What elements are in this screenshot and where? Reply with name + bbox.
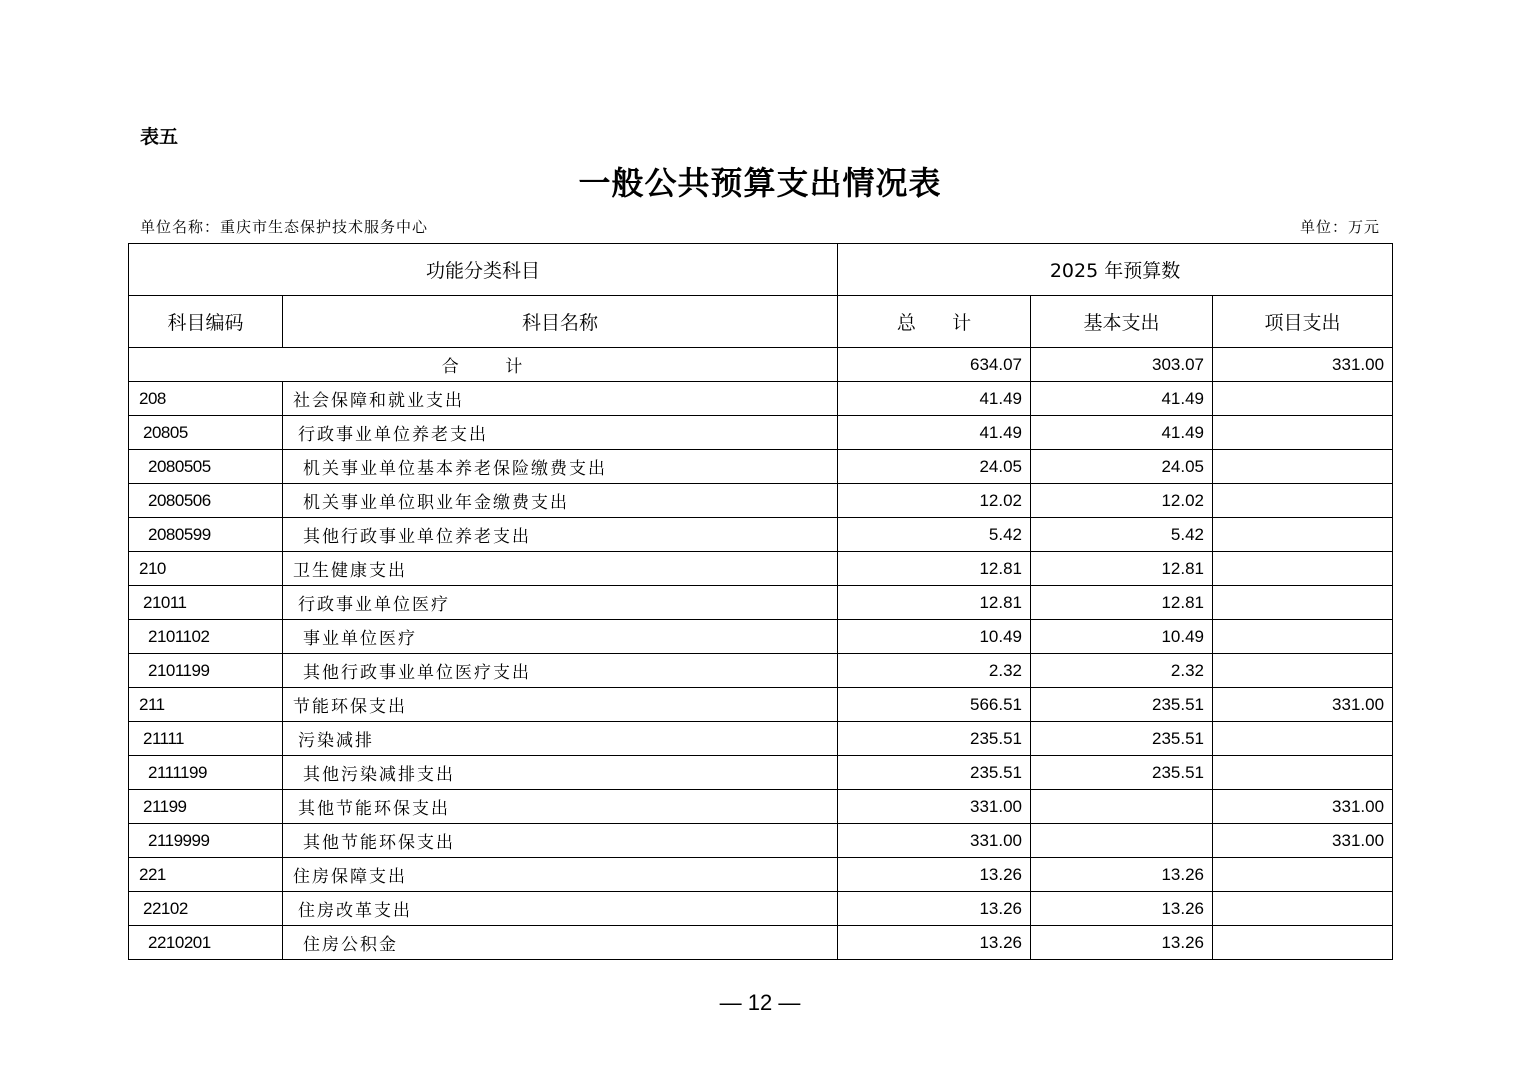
row-code: 2101102 (129, 620, 283, 654)
row-basic: 13.26 (1031, 892, 1213, 926)
row-name: 住房改革支出 (283, 892, 838, 926)
row-name: 事业单位医疗 (283, 620, 838, 654)
row-basic: 235.51 (1031, 756, 1213, 790)
header-function-category: 功能分类科目 (129, 244, 838, 296)
header-total: 总 计 (838, 296, 1031, 348)
row-name: 行政事业单位养老支出 (283, 416, 838, 450)
table-row (129, 722, 1393, 756)
row-code: 2101199 (129, 654, 283, 688)
row-code: 2080505 (129, 450, 283, 484)
row-name: 其他节能环保支出 (283, 790, 838, 824)
row-basic: 41.49 (1031, 382, 1213, 416)
row-basic (1031, 790, 1213, 824)
table-body (129, 382, 1393, 960)
row-total: 12.02 (838, 484, 1031, 518)
table-row (129, 790, 1393, 824)
row-total: 235.51 (838, 756, 1031, 790)
row-code: 21111 (129, 722, 283, 756)
row-project: 331.00 (1213, 790, 1393, 824)
row-name: 其他污染减排支出 (283, 756, 838, 790)
row-project (1213, 926, 1393, 960)
row-code: 210 (129, 552, 283, 586)
row-project (1213, 552, 1393, 586)
table-row (129, 552, 1393, 586)
row-total: 41.49 (838, 416, 1031, 450)
unit-name: 单位名称：重庆市生态保护技术服务中心 (140, 218, 429, 236)
row-total: 2.32 (838, 654, 1031, 688)
row-basic: 12.02 (1031, 484, 1213, 518)
row-name: 其他节能环保支出 (283, 824, 838, 858)
header-basic: 基本支出 (1031, 296, 1213, 348)
unit-label: 单位：万元 (1299, 218, 1380, 236)
row-total: 331.00 (838, 824, 1031, 858)
row-total: 235.51 (838, 722, 1031, 756)
row-total: 10.49 (838, 620, 1031, 654)
row-total: 13.26 (838, 892, 1031, 926)
table-row (129, 926, 1393, 960)
budget-table (128, 243, 1393, 960)
row-total: 13.26 (838, 926, 1031, 960)
row-total: 13.26 (838, 858, 1031, 892)
row-total: 5.42 (838, 518, 1031, 552)
row-basic: 235.51 (1031, 688, 1213, 722)
row-name: 住房保障支出 (283, 858, 838, 892)
row-total: 41.49 (838, 382, 1031, 416)
row-code: 21011 (129, 586, 283, 620)
total-project: 331.00 (1213, 348, 1393, 382)
table-row (129, 756, 1393, 790)
row-code: 21199 (129, 790, 283, 824)
row-name: 行政事业单位医疗 (283, 586, 838, 620)
row-code: 20805 (129, 416, 283, 450)
table-row (129, 688, 1393, 722)
row-project: 331.00 (1213, 824, 1393, 858)
row-basic: 12.81 (1031, 552, 1213, 586)
row-code: 211 (129, 688, 283, 722)
row-total: 331.00 (838, 790, 1031, 824)
row-project (1213, 518, 1393, 552)
row-code: 208 (129, 382, 283, 416)
page-title: 一般公共预算支出情况表 (578, 164, 942, 202)
total-total: 634.07 (838, 348, 1031, 382)
row-project (1213, 416, 1393, 450)
table-row (129, 450, 1393, 484)
row-total: 12.81 (838, 586, 1031, 620)
header-project: 项目支出 (1213, 296, 1393, 348)
row-code: 2080506 (129, 484, 283, 518)
row-code: 2080599 (129, 518, 283, 552)
table-label: 表五 (140, 126, 179, 148)
row-name: 其他行政事业单位医疗支出 (283, 654, 838, 688)
row-basic: 235.51 (1031, 722, 1213, 756)
row-name: 机关事业单位职业年金缴费支出 (283, 484, 838, 518)
row-basic: 13.26 (1031, 858, 1213, 892)
row-total: 12.81 (838, 552, 1031, 586)
table-row (129, 416, 1393, 450)
row-project (1213, 620, 1393, 654)
row-project (1213, 450, 1393, 484)
row-total: 24.05 (838, 450, 1031, 484)
row-name: 机关事业单位基本养老保险缴费支出 (283, 450, 838, 484)
row-project (1213, 586, 1393, 620)
row-project: 331.00 (1213, 688, 1393, 722)
row-project (1213, 722, 1393, 756)
row-code: 2111199 (129, 756, 283, 790)
table-row (129, 892, 1393, 926)
table-row (129, 382, 1393, 416)
table-row (129, 518, 1393, 552)
total-basic: 303.07 (1031, 348, 1213, 382)
row-code: 2119999 (129, 824, 283, 858)
row-project (1213, 654, 1393, 688)
row-project (1213, 756, 1393, 790)
table-row (129, 824, 1393, 858)
table-row (129, 484, 1393, 518)
total-row (129, 348, 1393, 382)
header-group-row (129, 244, 1393, 296)
table-row (129, 620, 1393, 654)
row-basic: 10.49 (1031, 620, 1213, 654)
table-row (129, 654, 1393, 688)
row-code: 22102 (129, 892, 283, 926)
row-name: 其他行政事业单位养老支出 (283, 518, 838, 552)
total-label: 合 计 (129, 348, 838, 382)
row-basic: 2.32 (1031, 654, 1213, 688)
row-basic: 12.81 (1031, 586, 1213, 620)
row-basic: 41.49 (1031, 416, 1213, 450)
row-project (1213, 484, 1393, 518)
row-name: 社会保障和就业支出 (283, 382, 838, 416)
header-code: 科目编码 (129, 296, 283, 348)
row-total: 566.51 (838, 688, 1031, 722)
row-code: 221 (129, 858, 283, 892)
table-row (129, 858, 1393, 892)
row-name: 节能环保支出 (283, 688, 838, 722)
header-name: 科目名称 (283, 296, 838, 348)
row-name: 住房公积金 (283, 926, 838, 960)
page-number: — 12 — (719, 990, 801, 1015)
table-row (129, 586, 1393, 620)
row-name: 卫生健康支出 (283, 552, 838, 586)
row-basic: 13.26 (1031, 926, 1213, 960)
row-basic: 24.05 (1031, 450, 1213, 484)
header-budget-2025: 2025 年预算数 (838, 244, 1393, 296)
header-column-row (129, 296, 1393, 348)
row-code: 2210201 (129, 926, 283, 960)
row-name: 污染减排 (283, 722, 838, 756)
row-project (1213, 382, 1393, 416)
row-basic (1031, 824, 1213, 858)
row-basic: 5.42 (1031, 518, 1213, 552)
row-project (1213, 858, 1393, 892)
row-project (1213, 892, 1393, 926)
